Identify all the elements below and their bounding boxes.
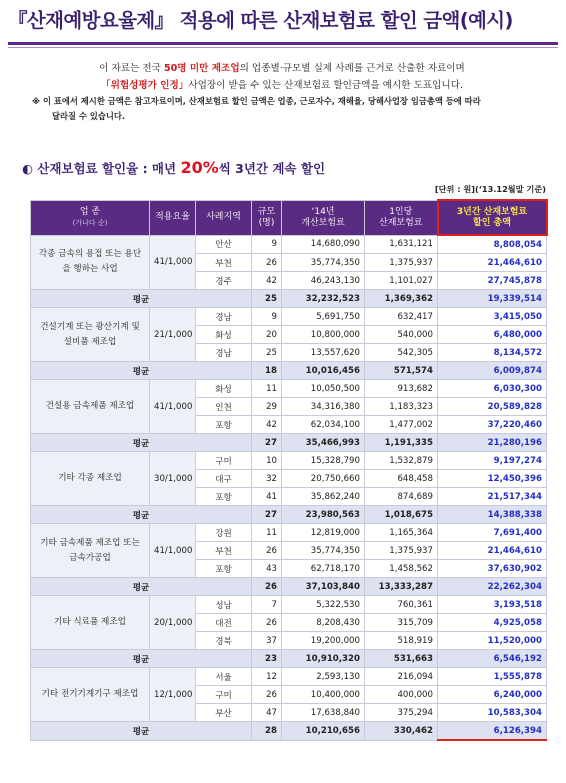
- rate-cell: 30/1,000: [150, 452, 196, 506]
- discount-cell: 6,240,000: [438, 686, 547, 704]
- size-cell: 20: [252, 326, 282, 344]
- table-row: [31, 596, 547, 614]
- premium-cell: 5,691,750: [282, 308, 365, 326]
- table-row: [31, 308, 547, 326]
- per-person-cell: 400,000: [365, 686, 438, 704]
- size-cell: 26: [252, 542, 282, 560]
- region-cell: 부천: [196, 542, 252, 560]
- avg-per-person-cell: 13,333,287: [365, 578, 438, 596]
- per-person-cell: 1,183,323: [365, 398, 438, 416]
- size-cell: 12: [252, 668, 282, 686]
- note-line-2: 달라질 수 있습니다.: [52, 111, 126, 121]
- per-person-cell: 1,101,027: [365, 272, 438, 290]
- col-premium-label2: 개산보험료: [301, 217, 345, 228]
- discount-cell: 21,464,610: [438, 542, 547, 560]
- average-row: [31, 434, 547, 452]
- avg-size-cell: 27: [252, 434, 282, 452]
- size-cell: 43: [252, 560, 282, 578]
- rate-cell: 41/1,000: [150, 380, 196, 434]
- premium-cell: 5,322,530: [282, 596, 365, 614]
- avg-discount-cell: 22,262,304: [438, 578, 547, 596]
- per-person-cell: 913,682: [365, 380, 438, 398]
- table-row: [31, 524, 547, 542]
- table-row: [31, 380, 547, 398]
- size-cell: 25: [252, 344, 282, 362]
- per-person-cell: 1,458,562: [365, 560, 438, 578]
- per-person-cell: 518,919: [365, 632, 438, 650]
- premium-cell: 2,593,130: [282, 668, 365, 686]
- discount-rate: 20%: [180, 158, 219, 177]
- section-heading: [22, 158, 325, 177]
- industry-cell: 기타 식료품 제조업: [31, 596, 150, 650]
- average-row: [31, 290, 547, 308]
- table-row: [31, 668, 547, 686]
- avg-discount-cell: 6,009,874: [438, 362, 547, 380]
- average-row: [31, 362, 547, 380]
- average-row: [31, 578, 547, 596]
- col-discount-label: 3년간 산재보험료: [456, 206, 528, 217]
- col-industry-sub: (가나다 순): [72, 218, 108, 227]
- premium-cell: 35,774,350: [282, 254, 365, 272]
- premium-cell: 35,862,240: [282, 488, 365, 506]
- avg-size-cell: 18: [252, 362, 282, 380]
- size-cell: 42: [252, 416, 282, 434]
- size-cell: 10: [252, 452, 282, 470]
- region-cell: 화성: [196, 380, 252, 398]
- region-cell: 화성: [196, 326, 252, 344]
- region-cell: 포항: [196, 488, 252, 506]
- avg-size-cell: 25: [252, 290, 282, 308]
- premium-cell: 15,328,790: [282, 452, 365, 470]
- rate-cell: 41/1,000: [150, 235, 196, 290]
- avg-premium-cell: 37,103,840: [282, 578, 365, 596]
- premium-cell: 13,557,620: [282, 344, 365, 362]
- premium-cell: 19,200,000: [282, 632, 365, 650]
- intro-text: 사업장이 받을 수 있는 산재보험료 할인금액을 예시한 도표입니다.: [188, 80, 464, 91]
- page-title: 『산재예방요율제』 적용에 따른 산재보험료 할인 금액(예시): [8, 9, 513, 32]
- table-row: [31, 235, 547, 254]
- intro-box: [22, 60, 542, 140]
- region-cell: 강원: [196, 524, 252, 542]
- region-cell: 서울: [196, 668, 252, 686]
- region-cell: 포항: [196, 560, 252, 578]
- size-cell: 42: [252, 272, 282, 290]
- industry-cell: 건설용 금속제품 제조업: [31, 380, 150, 434]
- rate-cell: 20/1,000: [150, 596, 196, 650]
- intro-highlight: 50명 미만 제조업: [163, 63, 240, 74]
- title-divider-thin: [8, 47, 558, 48]
- size-cell: 47: [252, 704, 282, 722]
- avg-size-cell: 23: [252, 650, 282, 668]
- region-cell: 부산: [196, 704, 252, 722]
- avg-size-cell: 28: [252, 722, 282, 741]
- per-person-cell: 760,361: [365, 596, 438, 614]
- premium-cell: 12,819,000: [282, 524, 365, 542]
- per-person-cell: 1,532,879: [365, 452, 438, 470]
- premium-cell: 34,316,380: [282, 398, 365, 416]
- average-label: 평균: [31, 722, 252, 741]
- col-per-person-label: 1인당: [389, 206, 413, 217]
- premium-cell: 10,400,000: [282, 686, 365, 704]
- region-cell: 구미: [196, 452, 252, 470]
- col-premium: [282, 200, 365, 235]
- premium-cell: 10,050,500: [282, 380, 365, 398]
- premium-cell: 35,774,350: [282, 542, 365, 560]
- industry-cell: 건설기계 또는 광산기계 및 설비품 제조업: [31, 308, 150, 362]
- intro-text: 의 업종별·규모별 실제 사례를 근거로 산출한 자료이며: [239, 63, 465, 74]
- size-cell: 26: [252, 686, 282, 704]
- discount-cell: 11,520,000: [438, 632, 547, 650]
- average-row: [31, 650, 547, 668]
- section-heading-text: 씩 3년간 계속 할인: [218, 161, 326, 176]
- premium-cell: 46,243,130: [282, 272, 365, 290]
- average-label: 평균: [31, 506, 252, 524]
- per-person-cell: 1,631,121: [365, 235, 438, 254]
- size-cell: 7: [252, 596, 282, 614]
- note-line-1: ※ 이 표에서 제시한 금액은 참고자료이며, 산재보험료 할인 금액은 업종, 근로자수, 재해율, 당해사업장 임금총액 등에 따라: [32, 96, 481, 106]
- rate-cell: 12/1,000: [150, 668, 196, 722]
- region-cell: 포항: [196, 416, 252, 434]
- region-cell: 성남: [196, 596, 252, 614]
- table-header-row: [31, 200, 547, 235]
- avg-discount-cell: 19,339,514: [438, 290, 547, 308]
- region-cell: 안산: [196, 235, 252, 254]
- avg-per-person-cell: 571,574: [365, 362, 438, 380]
- premium-cell: 17,638,840: [282, 704, 365, 722]
- premium-cell: 62,034,100: [282, 416, 365, 434]
- region-cell: 경북: [196, 632, 252, 650]
- per-person-cell: 1,477,002: [365, 416, 438, 434]
- unit-note: [단위 : 원](‘13.12월말 기준): [434, 184, 546, 194]
- average-row: [31, 506, 547, 524]
- premium-cell: 8,208,430: [282, 614, 365, 632]
- discount-cell: 8,134,572: [438, 344, 547, 362]
- average-label: 평균: [31, 434, 252, 452]
- discount-cell: 6,480,000: [438, 326, 547, 344]
- avg-per-person-cell: 1,191,335: [365, 434, 438, 452]
- col-size-sub: (명): [258, 217, 275, 228]
- avg-discount-cell: 21,280,196: [438, 434, 547, 452]
- intro-line-1: [22, 60, 542, 77]
- premium-cell: 20,750,660: [282, 470, 365, 488]
- avg-premium-cell: 10,210,656: [282, 722, 365, 741]
- table-row: [31, 452, 547, 470]
- discount-cell: 6,030,300: [438, 380, 547, 398]
- per-person-cell: 648,458: [365, 470, 438, 488]
- col-discount: [438, 200, 547, 235]
- intro-text: 이 자료는 전국: [99, 63, 161, 74]
- discount-cell: 12,450,396: [438, 470, 547, 488]
- col-industry-label: 업 종: [79, 206, 101, 217]
- premium-cell: 62,718,170: [282, 560, 365, 578]
- region-cell: 인천: [196, 398, 252, 416]
- discount-cell: 37,220,460: [438, 416, 547, 434]
- section-heading-text: ◐ 산재보험료 할인율 : 매년: [22, 161, 177, 176]
- average-label: 평균: [31, 578, 252, 596]
- region-cell: 대전: [196, 614, 252, 632]
- premium-cell: 10,800,000: [282, 326, 365, 344]
- col-per-person-label2: 산재보험료: [379, 217, 423, 228]
- discount-cell: 4,925,058: [438, 614, 547, 632]
- avg-per-person-cell: 1,369,362: [365, 290, 438, 308]
- size-cell: 26: [252, 614, 282, 632]
- region-cell: 부천: [196, 254, 252, 272]
- avg-discount-cell: 14,388,338: [438, 506, 547, 524]
- avg-size-cell: 26: [252, 578, 282, 596]
- avg-premium-cell: 32,232,523: [282, 290, 365, 308]
- size-cell: 9: [252, 308, 282, 326]
- avg-premium-cell: 35,466,993: [282, 434, 365, 452]
- avg-discount-cell: 6,546,192: [438, 650, 547, 668]
- discount-cell: 3,193,518: [438, 596, 547, 614]
- col-premium-label: ‘14년: [311, 206, 335, 217]
- title-divider: [8, 42, 558, 45]
- per-person-cell: 874,689: [365, 488, 438, 506]
- discount-cell: 21,464,610: [438, 254, 547, 272]
- avg-discount-cell: 6,126,394: [438, 722, 547, 741]
- per-person-cell: 216,094: [365, 668, 438, 686]
- col-size-label: 규모: [257, 206, 276, 217]
- size-cell: 32: [252, 470, 282, 488]
- col-rate: 적용요율: [150, 200, 196, 235]
- avg-premium-cell: 23,980,563: [282, 506, 365, 524]
- col-industry: [31, 200, 150, 235]
- per-person-cell: 315,709: [365, 614, 438, 632]
- average-label: 평균: [31, 362, 252, 380]
- region-cell: 대구: [196, 470, 252, 488]
- avg-premium-cell: 10,910,320: [282, 650, 365, 668]
- per-person-cell: 542,305: [365, 344, 438, 362]
- per-person-cell: 1,375,937: [365, 542, 438, 560]
- size-cell: 9: [252, 235, 282, 254]
- per-person-cell: 1,165,364: [365, 524, 438, 542]
- col-region: 사례지역: [196, 200, 252, 235]
- per-person-cell: 540,000: [365, 326, 438, 344]
- industry-cell: 기타 전기기계기구 제조업: [31, 668, 150, 722]
- intro-line-2: [22, 77, 542, 94]
- size-cell: 11: [252, 380, 282, 398]
- avg-per-person-cell: 330,462: [365, 722, 438, 741]
- discount-cell: 21,517,344: [438, 488, 547, 506]
- avg-per-person-cell: 1,018,675: [365, 506, 438, 524]
- discount-cell: 8,808,054: [438, 235, 547, 254]
- intro-highlight: 「위험성평가 인정」: [100, 80, 189, 91]
- avg-premium-cell: 10,016,456: [282, 362, 365, 380]
- size-cell: 11: [252, 524, 282, 542]
- discount-table: [30, 199, 548, 741]
- col-per-person: [365, 200, 438, 235]
- region-cell: 경남: [196, 308, 252, 326]
- rate-cell: 21/1,000: [150, 308, 196, 362]
- discount-cell: 27,745,878: [438, 272, 547, 290]
- col-size: [252, 200, 282, 235]
- rate-cell: 41/1,000: [150, 524, 196, 578]
- discount-cell: 37,630,902: [438, 560, 547, 578]
- discount-cell: 1,555,878: [438, 668, 547, 686]
- industry-cell: 기타 금속제품 제조업 또는 금속가공업: [31, 524, 150, 578]
- discount-cell: 20,589,828: [438, 398, 547, 416]
- region-cell: 구미: [196, 686, 252, 704]
- region-cell: 경주: [196, 272, 252, 290]
- col-discount-label2: 할인 총액: [473, 217, 511, 228]
- premium-cell: 14,680,090: [282, 235, 365, 254]
- avg-size-cell: 27: [252, 506, 282, 524]
- avg-per-person-cell: 531,663: [365, 650, 438, 668]
- per-person-cell: 1,375,937: [365, 254, 438, 272]
- average-label: 평균: [31, 650, 252, 668]
- industry-cell: 각종 금속의 용접 또는 용단을 행하는 사업: [31, 235, 150, 290]
- region-cell: 경남: [196, 344, 252, 362]
- size-cell: 41: [252, 488, 282, 506]
- size-cell: 29: [252, 398, 282, 416]
- discount-cell: 7,691,400: [438, 524, 547, 542]
- per-person-cell: 632,417: [365, 308, 438, 326]
- average-label: 평균: [31, 290, 252, 308]
- average-row: [31, 722, 547, 741]
- size-cell: 37: [252, 632, 282, 650]
- industry-cell: 기타 각종 제조업: [31, 452, 150, 506]
- per-person-cell: 375,294: [365, 704, 438, 722]
- size-cell: 26: [252, 254, 282, 272]
- discount-cell: 9,197,274: [438, 452, 547, 470]
- discount-cell: 3,415,050: [438, 308, 547, 326]
- discount-cell: 10,583,304: [438, 704, 547, 722]
